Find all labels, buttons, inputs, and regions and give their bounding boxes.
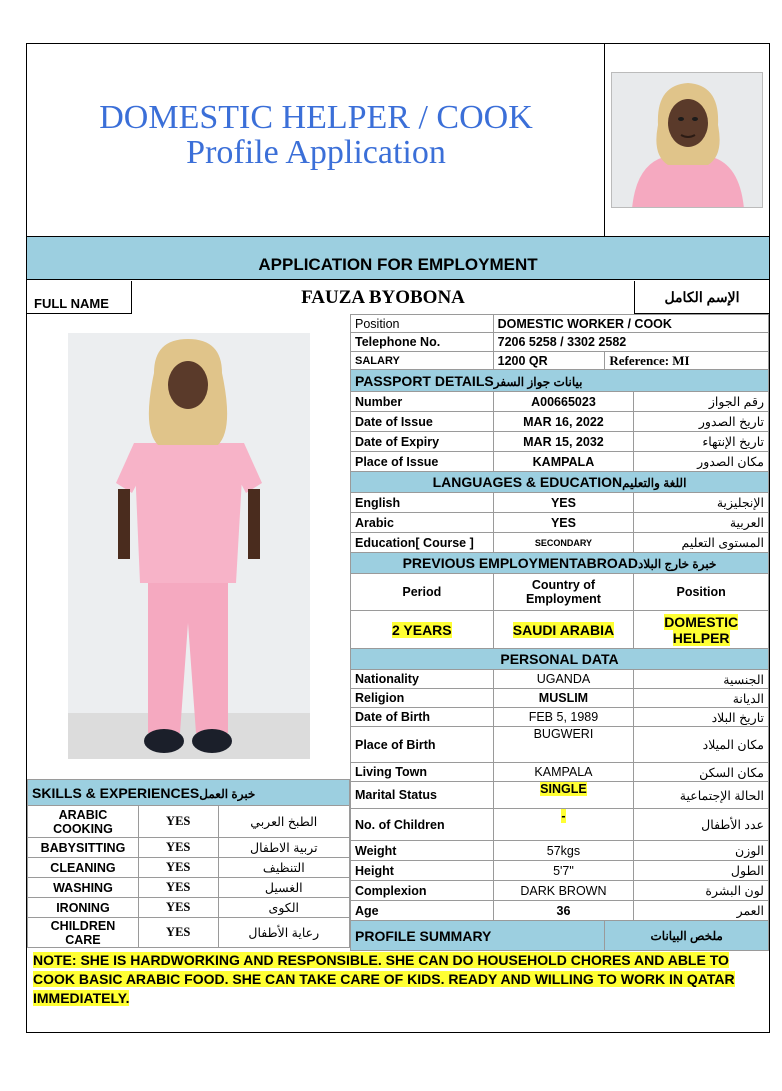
salary-label: SALARY bbox=[351, 352, 494, 370]
pob-ar: مكان الميلاد bbox=[634, 727, 769, 763]
skills-header bbox=[28, 780, 350, 806]
dob-ar: تاريخ البلاد bbox=[634, 708, 769, 727]
arabic-value: YES bbox=[493, 513, 634, 533]
personal-data-header: PERSONAL DATA bbox=[351, 649, 769, 670]
religion-value: MUSLIM bbox=[493, 689, 634, 708]
arabic-label: Arabic bbox=[351, 513, 494, 533]
reference-value: Reference: MI bbox=[605, 352, 769, 370]
age-ar: العمر bbox=[634, 901, 769, 921]
expiry-date-ar: تاريخ الإنتهاء bbox=[634, 432, 769, 452]
skill-value: YES bbox=[138, 918, 218, 948]
full-body-photo bbox=[68, 333, 310, 759]
living-town-label: Living Town bbox=[351, 763, 494, 782]
profile-summary-title: PROFILE SUMMARY bbox=[351, 921, 605, 951]
col-position: Position bbox=[634, 574, 769, 611]
previous-employment-title: PREVIOUS EMPLOYMENTABROAD bbox=[402, 555, 639, 571]
previous-employment-title-ar: خبرة خارج البلاد bbox=[638, 557, 717, 571]
complexion-value: DARK BROWN bbox=[493, 881, 634, 901]
profile-summary-text: NOTE: SHE IS HARDWORKING AND RESPONSIBLE. SHE CAN DO HOUSEHOLD CHORES AND ABLE TO COOK BASIC ARABIC FOOD. SHE CAN TAKE CARE OF KIDS. READY AND WILLING TO WORK IN QATAR IMMEDIATELY. bbox=[33, 952, 735, 1006]
children-label: No. of Children bbox=[351, 809, 494, 841]
education-ar: المستوى التعليم bbox=[634, 533, 769, 553]
complexion-ar: لون البشرة bbox=[634, 881, 769, 901]
issue-place-value: KAMPALA bbox=[493, 452, 634, 472]
col-period: Period bbox=[351, 574, 494, 611]
english-label: English bbox=[351, 493, 494, 513]
living-town-ar: مكان السكن bbox=[634, 763, 769, 782]
expiry-date-value: MAR 15, 2032 bbox=[493, 432, 634, 452]
nationality-ar: الجنسية bbox=[634, 670, 769, 689]
profile-summary-note bbox=[33, 951, 764, 1008]
skill-label: ARABIC COOKING bbox=[28, 806, 139, 838]
skills-title-ar: خبرة العمل bbox=[199, 786, 256, 801]
previous-employment-header bbox=[351, 553, 769, 574]
passport-number-label: Number bbox=[351, 392, 494, 412]
position-label: Position bbox=[351, 315, 494, 333]
salary-value: 1200 QR bbox=[493, 352, 605, 370]
skill-value: YES bbox=[138, 806, 218, 838]
skill-label: CLEANING bbox=[28, 858, 139, 878]
phone-value: 7206 5258 / 3302 2582 bbox=[493, 333, 768, 352]
children-value: - bbox=[561, 809, 566, 823]
pob-value: BUGWERI bbox=[493, 727, 634, 763]
religion-ar: الديانة bbox=[634, 689, 769, 708]
education-value: SECONDARY bbox=[493, 533, 634, 553]
application-heading: APPLICATION FOR EMPLOYMENT bbox=[258, 255, 538, 274]
skills-title: SKILLS & EXPERIENCES bbox=[32, 784, 200, 801]
period-value: 2 YEARS bbox=[391, 621, 452, 638]
age-value: 36 bbox=[493, 901, 634, 921]
passport-title-ar: بيانات جواز السفر bbox=[493, 374, 583, 389]
position-value: DOMESTIC WORKER / COOK bbox=[493, 315, 768, 333]
height-label: Height bbox=[351, 861, 494, 881]
full-name-label: FULL NAME bbox=[34, 296, 109, 311]
full-name-value: FAUZA BYOBONA bbox=[131, 281, 634, 314]
issue-place-ar: مكان الصدور bbox=[634, 452, 769, 472]
skill-ar: الغسيل bbox=[218, 878, 349, 898]
pob-label: Place of Birth bbox=[351, 727, 494, 763]
skill-value: YES bbox=[138, 878, 218, 898]
page-title: DOMESTIC HELPER / COOK bbox=[99, 99, 533, 136]
arabic-ar: العربية bbox=[634, 513, 769, 533]
education-label: Education[ Course ] bbox=[351, 533, 494, 553]
nationality-value: UGANDA bbox=[493, 670, 634, 689]
skill-label: BABYSITTING bbox=[28, 838, 139, 858]
details-table bbox=[350, 314, 769, 951]
col-country: Country of Employment bbox=[493, 574, 634, 611]
languages-header bbox=[351, 472, 769, 493]
phone-label: Telephone No. bbox=[351, 333, 494, 352]
weight-label: Weight bbox=[351, 841, 494, 861]
profile-summary-title-ar: ملخص البيانات bbox=[605, 921, 769, 951]
full-name-label-ar: الإسم الكامل bbox=[634, 281, 769, 314]
complexion-label: Complexion bbox=[351, 881, 494, 901]
english-value: YES bbox=[493, 493, 634, 513]
marital-ar: الحالة الإجتماعية bbox=[634, 782, 769, 809]
english-ar: الإنجليزية bbox=[634, 493, 769, 513]
height-ar: الطول bbox=[634, 861, 769, 881]
skill-value: YES bbox=[138, 838, 218, 858]
skill-ar: التنظيف bbox=[218, 858, 349, 878]
languages-title: LANGUAGES & EDUCATION bbox=[432, 474, 623, 490]
languages-title-ar: اللغة والتعليم bbox=[622, 476, 687, 490]
dob-label: Date of Birth bbox=[351, 708, 494, 727]
issue-date-ar: تاريخ الصدور bbox=[634, 412, 769, 432]
weight-value: 57kgs bbox=[493, 841, 634, 861]
skill-value: YES bbox=[138, 858, 218, 878]
page-subtitle: Profile Application bbox=[186, 134, 446, 171]
passport-header bbox=[351, 370, 769, 392]
living-town-value: KAMPALA bbox=[493, 763, 634, 782]
passport-number-ar: رقم الجواز bbox=[634, 392, 769, 412]
marital-value: SINGLE bbox=[540, 782, 587, 796]
nationality-label: Nationality bbox=[351, 670, 494, 689]
skills-table bbox=[27, 779, 350, 948]
skill-ar: الطبخ العربي bbox=[218, 806, 349, 838]
skill-ar: الكوى bbox=[218, 898, 349, 918]
skill-value: YES bbox=[138, 898, 218, 918]
children-ar: عدد الأطفال bbox=[634, 809, 769, 841]
passport-number-value: A00665023 bbox=[493, 392, 634, 412]
skill-label: IRONING bbox=[28, 898, 139, 918]
skill-ar: تربية الاطفال bbox=[218, 838, 349, 858]
age-label: Age bbox=[351, 901, 494, 921]
marital-label: Marital Status bbox=[351, 782, 494, 809]
skill-ar: رعاية الأطفال bbox=[218, 918, 349, 948]
prev-position-value: DOMESTIC HELPER bbox=[664, 613, 739, 646]
issue-place-label: Place of Issue bbox=[351, 452, 494, 472]
dob-value: FEB 5, 1989 bbox=[493, 708, 634, 727]
expiry-date-label: Date of Expiry bbox=[351, 432, 494, 452]
weight-ar: الوزن bbox=[634, 841, 769, 861]
skill-label: CHILDREN CARE bbox=[28, 918, 139, 948]
passport-title: PASSPORT DETAILS bbox=[355, 372, 494, 389]
skill-label: WASHING bbox=[28, 878, 139, 898]
issue-date-value: MAR 16, 2022 bbox=[493, 412, 634, 432]
height-value: 5'7" bbox=[493, 861, 634, 881]
country-value: SAUDI ARABIA bbox=[512, 621, 615, 638]
issue-date-label: Date of Issue bbox=[351, 412, 494, 432]
religion-label: Religion bbox=[351, 689, 494, 708]
portrait-photo bbox=[611, 72, 763, 208]
